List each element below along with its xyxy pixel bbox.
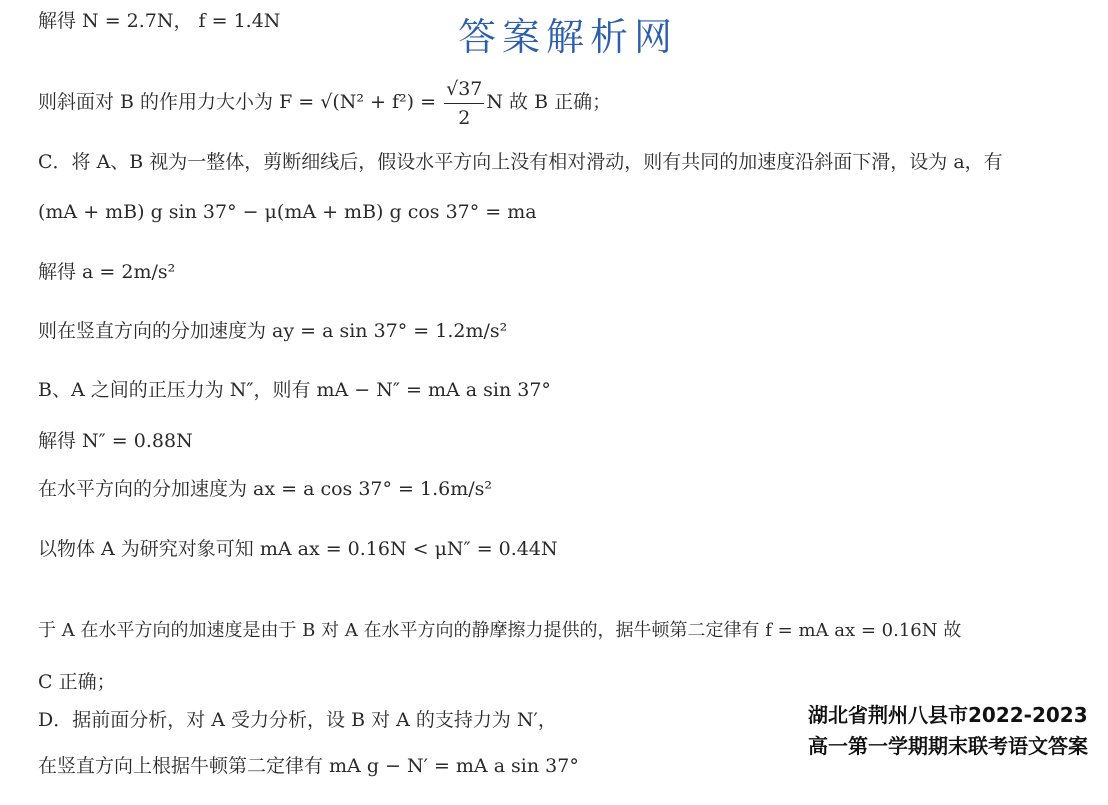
text-line-8: 解得 N″ = 0.88N (38, 430, 193, 452)
text-line-10: 以物体 A 为研究对象可知 mA ax = 0.16N < μN″ = 0.44N (38, 538, 558, 560)
text-line-3: C．将 A、B 视为一整体，剪断细线后，假设水平方向上没有相对滑动，则有共同的加速度沿斜面下滑，设为 a，有 (38, 151, 1003, 173)
text-line-1: 解得 N = 2.7N， f = 1.4N (38, 10, 281, 32)
text-line-7: B、A 之间的正压力为 N″，则有 mA − N″ = mA a sin 37° (38, 379, 551, 401)
watermark: 答案解析网 (458, 15, 679, 59)
text-line-2 (38, 72, 611, 132)
text-line-4: (mA + mB) g sin 37° − μ(mA + mB) g cos 37° = ma (38, 201, 537, 223)
fraction-numerator: √37 (444, 77, 484, 104)
text-line-2-end: N 故 B 正确； (486, 91, 612, 113)
text-line-9: 在水平方向的分加速度为 ax = a cos 37° = 1.6m/s² (38, 478, 492, 500)
text-line-5: 解得 a = 2m/s² (38, 261, 176, 283)
fraction-denominator: 2 (458, 106, 471, 129)
document-caption: 湖北省荆州八县市2022-2023高一第一学期期末联考语文答案 (808, 703, 1088, 758)
text-line-11: 于 A 在水平方向的加速度是由于 B 对 A 在水平方向的静摩擦力提供的，据牛顿第二定律有 f = mA ax = 0.16N 故 (38, 620, 962, 641)
fraction (444, 77, 484, 130)
text-line-12: C 正确； (38, 671, 116, 693)
text-line-14: 在竖直方向上根据牛顿第二定律有 mA g − N′ = mA a sin 37° (38, 755, 579, 777)
text-line-6: 则在竖直方向的分加速度为 ay = a sin 37° = 1.2m/s² (38, 320, 508, 342)
text-line-2-start: 则斜面对 B 的作用力大小为 F = √(N² + f²) = (38, 91, 443, 113)
text-line-13: D．据前面分析，对 A 受力分析，设 B 对 A 的支持力为 N′， (38, 709, 557, 731)
